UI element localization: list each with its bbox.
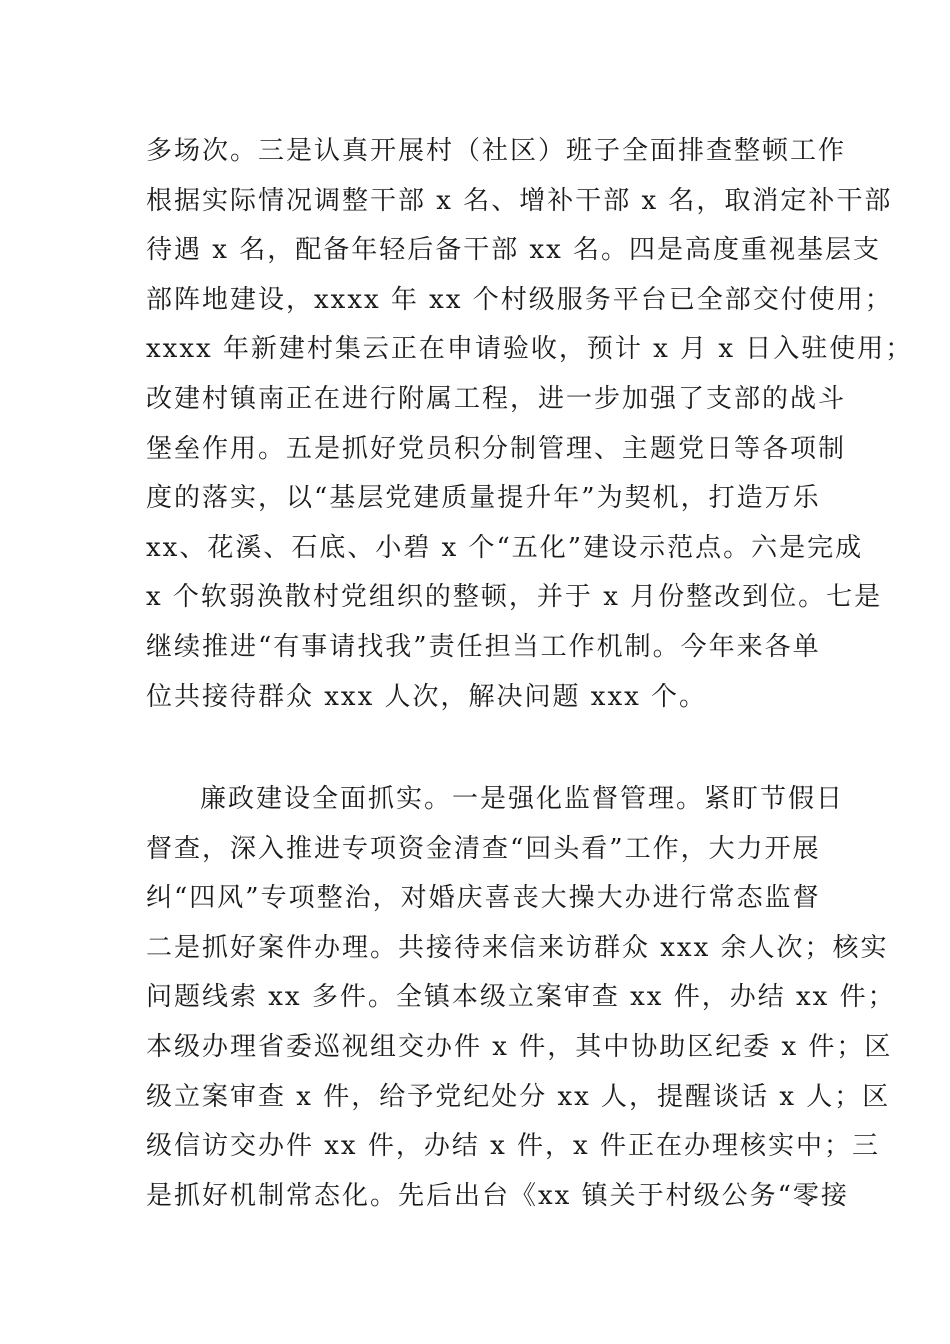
text-line: 本级办理省委巡视组交办件 x 件，其中协助区纪委 x 件；区 — [146, 1031, 893, 1062]
text-line: 度的落实，以“基层党建质量提升年”为契机，打造万乐 — [146, 483, 821, 514]
text-line: 继续推进“有事请找我”责任担当工作机制。今年来各单 — [146, 631, 821, 662]
text-line: 多场次。三是认真开展村（社区）班子全面排查整顿工作 — [146, 136, 847, 166]
paragraph-party-building — [146, 127, 914, 722]
text-line: 纠“四风”专项整治，对婚庆喜丧大操大办进行常态监督 — [146, 883, 821, 914]
text-line: x 个软弱涣散村党组织的整顿，并于 x 月份整改到位。七是 — [146, 582, 883, 613]
text-line: 廉政建设全面抓实。一是强化监督管理。紧盯节假日 — [200, 784, 845, 814]
text-line: 级信访交办件 xx 件，办结 x 件，x 件正在办理核实中；三 — [146, 1131, 880, 1162]
text-line: 改建村镇南正在进行附属工程，进一步加强了支部的战斗 — [146, 383, 847, 414]
paragraph-clean-governance — [146, 775, 896, 1221]
text-line: 待遇 x 名，配备年轻后备干部 xx 名。四是高度重视基层支 — [146, 235, 882, 266]
text-line: 根据实际情况调整干部 x 名、增补干部 x 名，取消定补干部 — [146, 185, 893, 216]
text-line: xx、花溪、石底、小碧 x 个“五化”建设示范点。六是完成 — [146, 532, 864, 563]
text-line: 堡垒作用。五是抓好党员积分制管理、主题党日等各项制 — [146, 433, 847, 464]
text-line: xxxx 年新建村集云正在申请验收，预计 x 月 x 日入驻使用； — [146, 334, 914, 365]
text-line: 督查，深入推进专项资金清查“回头看”工作，大力开展 — [146, 833, 821, 864]
text-line: 位共接待群众 xxx 人次，解决问题 xxx 个。 — [146, 681, 708, 712]
text-line: 部阵地建设，xxxx 年 xx 个村级服务平台已全部交付使用； — [146, 284, 893, 315]
text-line: 问题线索 xx 多件。全镇本级立案审查 xx 件，办结 xx 件； — [146, 982, 896, 1013]
text-line: 级立案审查 x 件，给予党纪处分 xx 人，提醒谈话 x 人；区 — [146, 1081, 891, 1112]
text-line: 是抓好机制常态化。先后出台《xx 镇关于村级公务“零接 — [146, 1180, 849, 1211]
text-line: 二是抓好案件办理。共接待来信来访群众 xxx 余人次；核实 — [146, 932, 889, 963]
